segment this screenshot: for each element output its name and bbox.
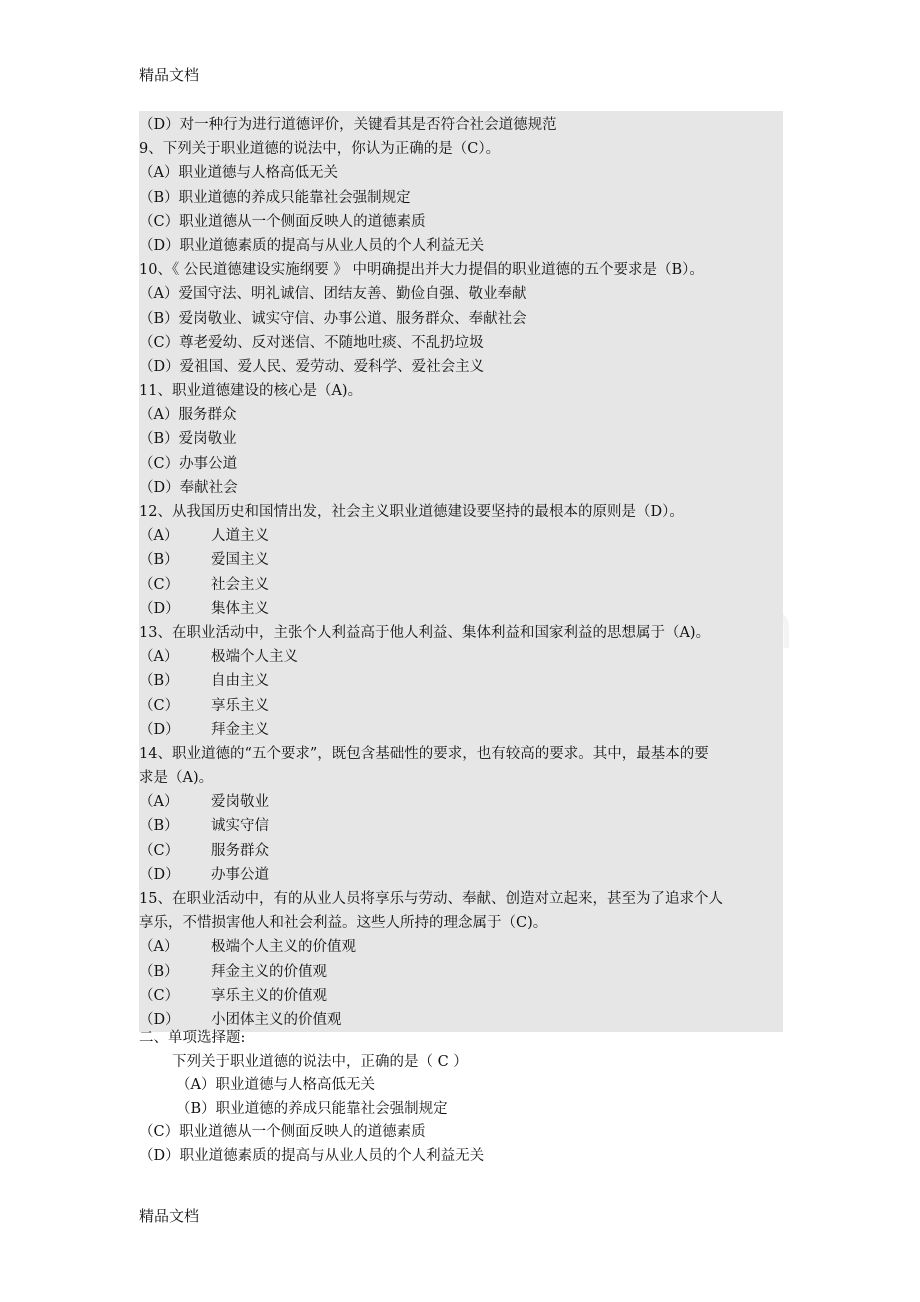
option-label: （C） [139,987,180,1004]
option-text: 享乐主义 [211,697,269,714]
option-label: （A） [139,528,179,545]
single-choice-section [139,1027,783,1168]
section-option-a: （A）职业道德与人格高低无关 [176,1077,375,1093]
option-text: 拜金主义 [211,721,269,738]
question-14-option-c [139,839,783,863]
option-text: 集体主义 [211,600,269,617]
option-label: （A） [139,649,179,666]
question-9-option-c: （C）职业道德从一个侧面反映人的道德素质 [139,213,426,230]
option-text: 人道主义 [211,528,269,545]
question-11-option-b: （B）爱岗敬业 [139,431,237,448]
option-label: （B） [139,552,179,569]
option-label: （D） [139,721,180,738]
section-option-b: （B）职业道德的养成只能靠社会强制规定 [176,1100,448,1117]
option-label: （D） [139,600,180,617]
question-12-option-d [139,597,783,621]
question-9-option-d: （D）职业道德素质的提高与从业人员的个人利益无关 [139,237,485,254]
question-10-option-d: （D）爱祖国、爱人民、爱劳动、爱科学、爱社会主义 [139,358,485,375]
question-9-stem: 9、下列关于职业道德的说法中，你认为正确的是（C）。 [139,141,501,158]
question-13-option-c [139,694,783,718]
option-text: 社会主义 [211,576,269,593]
question-10-option-a: （A）爱国守法、明礼诚信、团结友善、勤俭自强、敬业奉献 [139,286,527,303]
question-14-stem-line1: 14、职业道德的“五个要求”，既包含基础性的要求，也有较高的要求。其中，最基本的要 [139,745,709,762]
question-11-option-d: （D）奉献社会 [139,479,238,496]
option-text: 爱国主义 [211,552,269,569]
question-12-option-a [139,524,783,548]
option-text: 享乐主义的价值观 [211,987,327,1004]
question-13-option-b [139,669,783,693]
question-15-option-c [139,984,783,1008]
question-15-option-b [139,960,783,984]
question-13-option-d [139,718,783,742]
question-10-option-b: （B）爱岗敬业、诚实守信、办事公道、服务群众、奉献社会 [139,310,527,327]
option-text: 拜金主义的价值观 [211,963,327,980]
question-15-option-a [139,935,783,959]
option-text: 极端个人主义的价值观 [211,939,356,956]
question-14-option-b [139,814,783,838]
option-text: 诚实守信 [211,818,269,835]
option-label: （D） [139,866,180,883]
option-label: （B） [139,673,179,690]
page-header: 精品文档 [139,66,200,84]
question-12-option-b [139,548,783,572]
question-14-option-d [139,863,783,887]
option-text: 极端个人主义 [211,649,298,666]
option-label: （B） [139,963,179,980]
question-block [139,111,783,1032]
question-13-stem: 13、在职业活动中，主张个人利益高于他人利益、集体利益和国家利益的思想属于（A)。 [139,624,711,641]
option-label: （B） [139,818,179,835]
section-heading: 二、单项选择题: [139,1030,246,1046]
page-footer: 精品文档 [139,1207,200,1225]
question-9-option-b: （B）职业道德的养成只能靠社会强制规定 [139,189,411,206]
question-11-stem: 11、职业道德建设的核心是（A)。 [139,383,363,400]
option-text: 办事公道 [211,866,269,883]
option-label: （A） [139,939,179,956]
option-label: （C） [139,842,180,859]
section-option-d: （D）职业道德素质的提高与从业人员的个人利益无关 [139,1147,485,1164]
question-12-option-c [139,573,783,597]
question-12-stem: 12、从我国历史和国情出发，社会主义职业道德建设要坚持的最根本的原则是（D）。 [139,504,684,520]
question-14-stem-line2: 求是（A)。 [139,770,214,787]
option-text: 爱岗敬业 [211,794,269,811]
section-option-c: （C）职业道德从一个侧面反映人的道德素质 [139,1124,426,1140]
option-text: 服务群众 [211,842,269,859]
option-label: （A） [139,794,179,811]
option-label: （D） [139,1011,180,1028]
question-10-option-c: （C）尊老爱幼、反对迷信、不随地吐痰、不乱扔垃圾 [139,334,484,351]
option-text: 自由主义 [211,673,269,690]
question-13-option-a [139,645,783,669]
question-11-option-a: （A）服务群众 [139,407,237,424]
question-10-stem: 10、《 公民道德建设实施纲要 》 中明确提出并大力提倡的职业道德的五个要求是（B）。 [139,262,704,279]
option-label: （C） [139,697,180,714]
question-15-stem-line1: 15、在职业活动中，有的从业人员将享乐与劳动、奉献、创造对立起来，甚至为了追求个人 [139,891,723,907]
option-text: 小团体主义的价值观 [211,1011,342,1028]
intro-option: （D）对一种行为进行道德评价，关键看其是否符合社会道德规范 [139,117,557,133]
question-15-stem-line2: 享乐，不惜损害他人和社会利益。这些人所持的理念属于（C)。 [139,915,548,932]
section-question-stem: 下列关于职业道德的说法中，正确的是（ C ） [172,1053,468,1070]
question-9-option-a: （A）职业道德与人格高低无关 [139,165,338,182]
question-11-option-c: （C）办事公道 [139,455,238,472]
option-label: （C） [139,576,180,593]
question-14-option-a [139,790,783,814]
